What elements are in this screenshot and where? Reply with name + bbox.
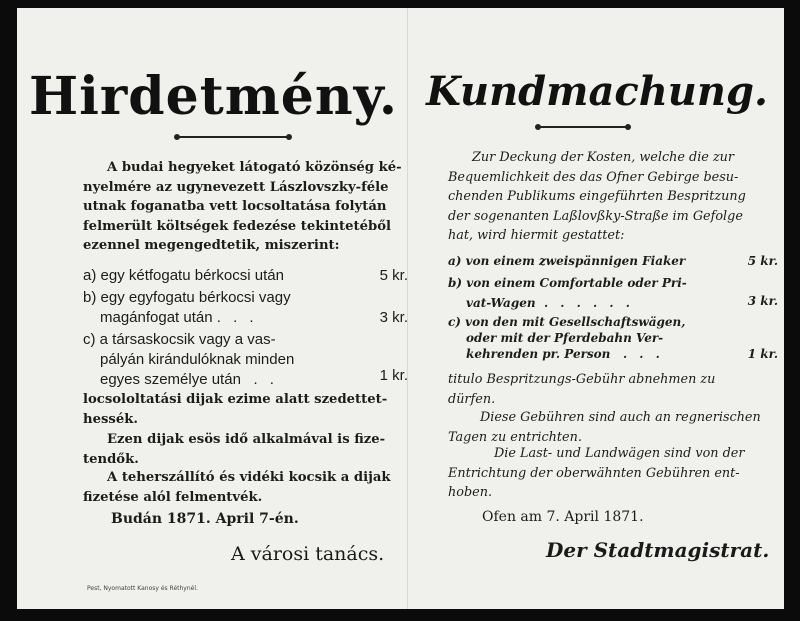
german-signature: Der Stadtmagistrat. bbox=[546, 538, 770, 562]
fee-item-a: a) von einem zweispännigen Fiaker 5 kr. bbox=[448, 252, 778, 272]
german-title: Kundmachung. bbox=[426, 68, 768, 115]
fee-amount: 5 kr. bbox=[747, 254, 778, 268]
hungarian-rain: Ezen dijak esös idő alkalmával is fize- tendők. bbox=[83, 432, 386, 467]
hungarian-exempt: A teherszállító és vidéki kocsik a dijak fizetése alól felmentvék. bbox=[83, 470, 391, 505]
fee-amount: 3 kr. bbox=[379, 309, 408, 326]
hungarian-title: Hirdetmény. bbox=[28, 66, 398, 127]
fee-amount: 1 kr. bbox=[747, 347, 778, 361]
fee-item-a: a) egy kétfogatu bérkocsi után 5 kr. bbox=[83, 267, 408, 284]
fee-item-c: c) a társaskocsik vagy a vas- pályán kirándulóknak minden egyes személye után . . 1 kr. bbox=[83, 331, 408, 388]
hungarian-date: Budán 1871. April 7-én. bbox=[111, 511, 299, 527]
fee-amount: 3 kr. bbox=[747, 294, 778, 308]
hungarian-column bbox=[17, 8, 410, 609]
german-intro: Zur Deckung der Kosten, welche die zur Bequemlichkeit des das Ofner Gebirge besu- chenden Publikums eingeführten Bespritzung der sogenanten Laßlovßky-Straße im Gefolge hat, wird hiermit gestattet: bbox=[448, 150, 746, 243]
german-date: Ofen am 7. April 1871. bbox=[482, 509, 644, 525]
fee-amount: 1 kr. bbox=[379, 367, 408, 384]
german-after: titulo Bespritzungs-Gebühr abnehmen zu dürfen. bbox=[448, 372, 716, 407]
fee-item-c: c) von den mit Gesellschaftswägen, oder mit der Pferdebahn Ver- kehrenden pr. Person . . . 1 kr. bbox=[448, 315, 778, 361]
german-exempt: Die Last- und Landwägen sind von der Entrichtung der oberwähnten Gebühren ent- hoben. bbox=[448, 446, 745, 500]
poster-sheet bbox=[17, 8, 784, 609]
title-divider bbox=[177, 136, 289, 138]
printer-imprint: Pest, Nyomatott Kanosy és Réthynél. bbox=[87, 585, 198, 592]
german-rain: Diese Gebühren sind auch an regnerischen Tagen zu entrichten. bbox=[448, 410, 761, 445]
hungarian-after: locsololtatási dijak ezime alatt szedettet- hessék. bbox=[83, 392, 388, 427]
fee-amount: 5 kr. bbox=[379, 267, 408, 284]
hungarian-intro: A budai hegyeket látogató közönség ké- nyelmére az ugynevezett Lászlovszky-féle utnak foganatba vett locsoltatása folytán felmerült költségek fedezése tekintetéből ezennel megengedtetik, miszerint: bbox=[83, 160, 402, 253]
german-column bbox=[410, 8, 784, 609]
fee-item-b: b) von einem Comfortable oder Pri- vat-Wagen . . . . . . 3 kr. bbox=[448, 276, 778, 310]
title-divider bbox=[538, 126, 628, 128]
fee-item-b: b) egy egyfogatu bérkocsi vagy magánfogat után . . . 3 kr. bbox=[83, 289, 408, 326]
hungarian-signature: A városi tanács. bbox=[231, 543, 385, 565]
